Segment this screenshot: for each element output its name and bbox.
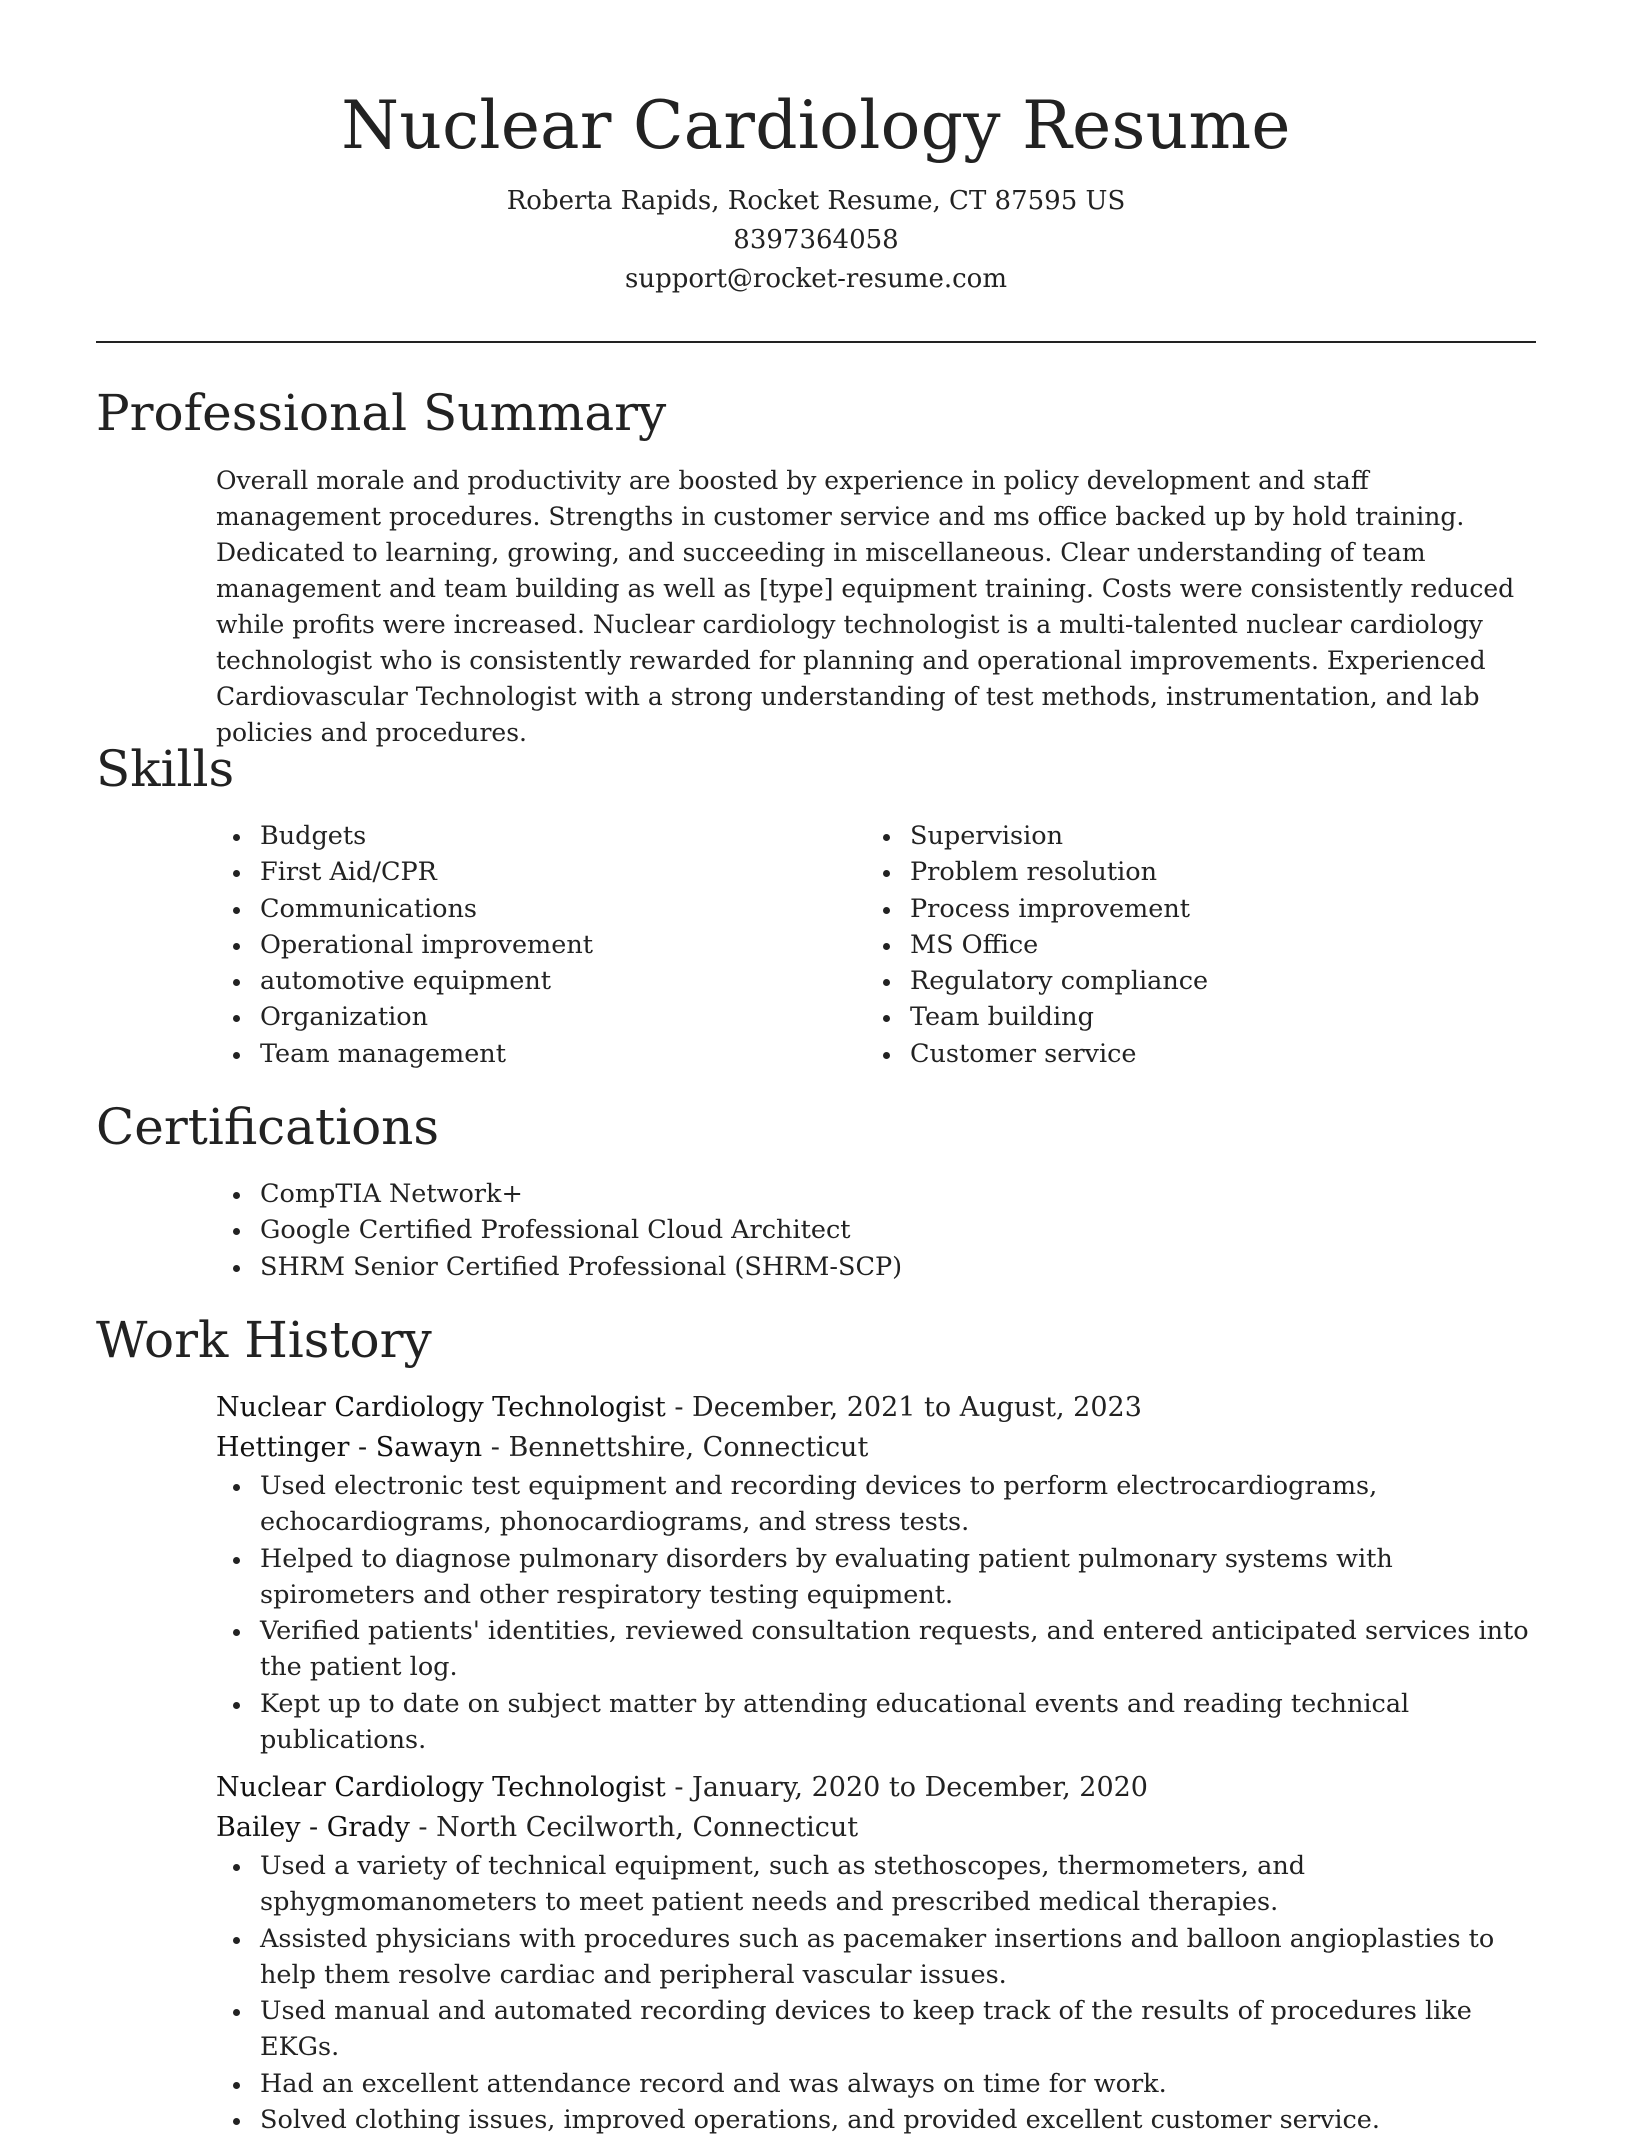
certification-item: Google Certified Professional Cloud Architect [216,1212,902,1248]
job-duty: Kept up to date on subject matter by attending educational events and reading technical publications. [216,1686,1536,1759]
skills-list-left [216,818,593,1072]
skills-heading: Skills [96,740,235,798]
contact-email: support@rocket-resume.com [624,264,1007,294]
job-duty: Used a variety of technical equipment, such as stethoscopes, thermometers, and sphygmomanometers to meet patient needs and prescribed medical therapies. [216,1848,1536,1921]
contact-phone: 8397364058 [733,225,899,255]
summary-heading: Professional Summary [96,384,667,442]
job-dates: January, 2020 to December, 2020 [692,1772,1148,1803]
job-title: Nuclear Cardiology Technologist [216,1392,666,1423]
skill-item: Team building [866,999,1208,1035]
resume-header [0,0,1632,299]
skill-item: Communications [216,891,593,927]
job-entry [216,1768,1536,2138]
work-history-heading: Work History [96,1311,432,1369]
skill-item: MS Office [866,927,1208,963]
certifications-list [216,1176,902,1285]
skill-item: Budgets [216,818,593,854]
job-duties-list [216,1848,1536,2138]
job-duty: Helped to diagnose pulmonary disorders by evaluating patient pulmonary systems with spirometers and other respiratory testing equipment. [216,1541,1536,1614]
certification-item: SHRM Senior Certified Professional (SHRM-SCP) [216,1249,902,1285]
skill-item: First Aid/CPR [216,854,593,890]
summary-text: Overall morale and productivity are boosted by experience in policy development and staff management procedures. Strengths in customer service and ms office backed up by hold training. Dedicated to learning, growing, and succeeding in miscellaneous. Clear understanding of team management and team building as well as [type] equipment training. Costs were consistently reduced while profits were increased. Nuclear cardiology technologist is a multi-talented nuclear cardiology technologist who is consistently rewarded for planning and operational improvements. Experienced Cardiovascular Technologist with a strong understanding of test methods, instrumentation, and lab policies and procedures. [216,466,1515,747]
job-duties-list [216,1468,1536,1758]
certification-item: CompTIA Network+ [216,1176,902,1212]
job-location: Bennettshire, Connecticut [508,1432,869,1463]
certifications-heading: Certifications [96,1098,440,1156]
skills-list-right [866,818,1208,1072]
job-company-line: Bailey - Grady - North Cecilworth, Connecticut [216,1812,859,1843]
skill-item: Operational improvement [216,927,593,963]
job-title-line: Nuclear Cardiology Technologist - January, 2020 to December, 2020 [216,1772,1148,1803]
job-title: Nuclear Cardiology Technologist [216,1772,666,1803]
header-divider [96,341,1536,343]
job-location: North Cecilworth, Connecticut [436,1812,859,1843]
skill-item: Team management [216,1036,593,1072]
contact-address: Roberta Rapids, Rocket Resume, CT 87595 US [506,186,1126,216]
skill-item: Regulatory compliance [866,963,1208,999]
skill-item: Organization [216,999,593,1035]
skill-item: Customer service [866,1036,1208,1072]
resume-title: Nuclear Cardiology Resume [341,87,1291,164]
skill-item: Supervision [866,818,1208,854]
job-dates: December, 2021 to August, 2023 [692,1392,1142,1423]
skill-item: Process improvement [866,891,1208,927]
skill-item: Problem resolution [866,854,1208,890]
job-duty: Assisted physicians with procedures such as pacemaker insertions and balloon angioplasties to help them resolve cardiac and peripheral vascular issues. [216,1921,1536,1994]
job-duty: Verified patients' identities, reviewed consultation requests, and entered anticipated services into the patient log. [216,1613,1536,1686]
job-company: Hettinger - Sawayn [216,1432,483,1463]
job-company-line: Hettinger - Sawayn - Bennettshire, Connecticut [216,1432,869,1463]
skill-item: automotive equipment [216,963,593,999]
job-duty: Had an excellent attendance record and was always on time for work. [216,2066,1536,2102]
job-entry [216,1388,1536,1758]
job-duty: Used electronic test equipment and recording devices to perform electrocardiograms, echocardiograms, phonocardiograms, and stress tests. [216,1468,1536,1541]
contact-info [0,182,1632,299]
job-title-line: Nuclear Cardiology Technologist - December, 2021 to August, 2023 [216,1392,1142,1423]
job-duty: Solved clothing issues, improved operations, and provided excellent customer service. [216,2102,1536,2138]
job-duty: Used manual and automated recording devices to keep track of the results of procedures like EKGs. [216,1993,1536,2066]
job-company: Bailey - Grady [216,1812,410,1843]
